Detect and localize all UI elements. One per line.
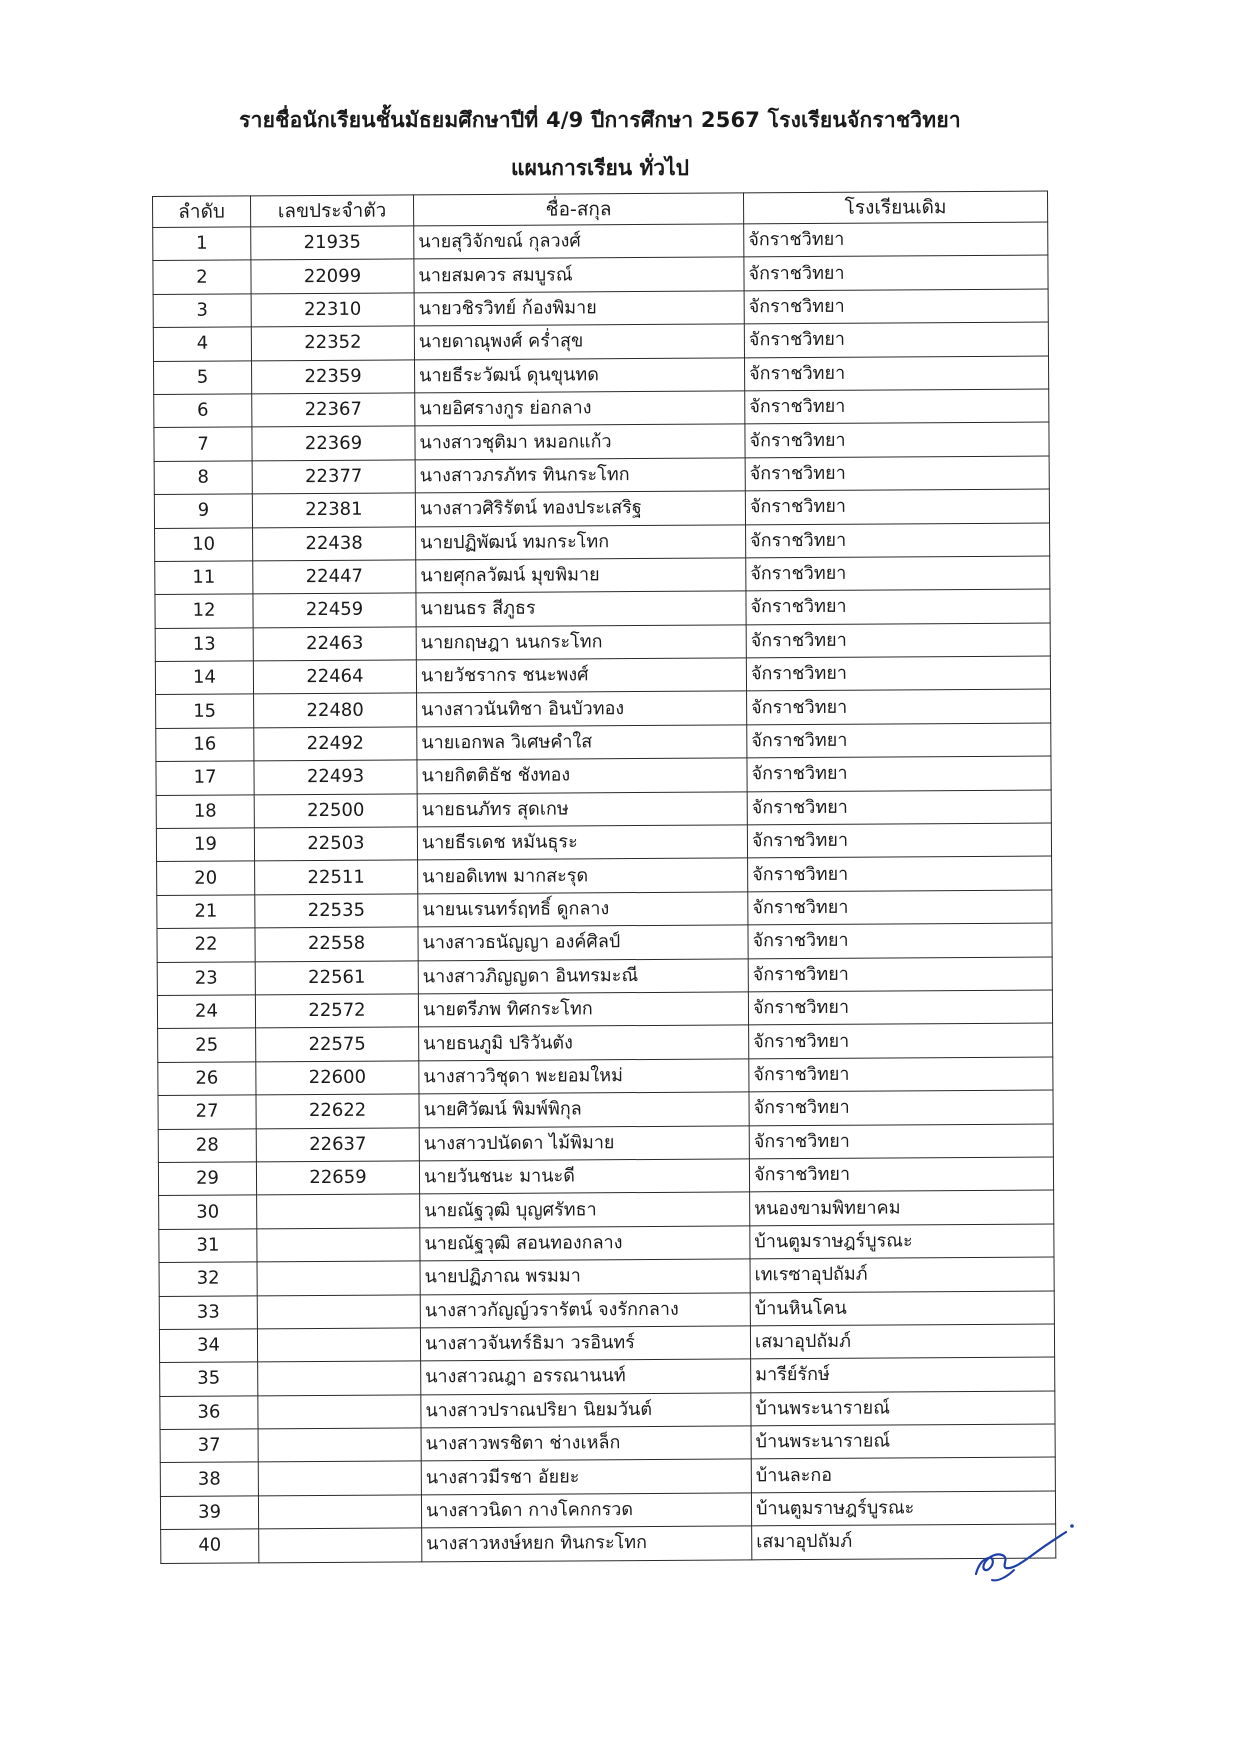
student-name-cell: นายศุกลวัฒน์ มุขพิมาย [416,558,746,593]
student-id-cell: 22463 [253,627,416,661]
previous-school-cell: จักราชวิทยา [745,389,1049,424]
row-number-cell: 35 [160,1362,258,1396]
student-name-cell: นายวชิรวิทย์ ก้องพิมาย [414,291,744,326]
student-id-cell: 22367 [252,393,415,427]
row-number-cell: 7 [154,427,252,461]
page-subtitle: แผนการเรียน ทั่วไป [511,156,689,180]
student-id-cell: 22659 [256,1161,419,1195]
student-name-cell: นายธีระวัฒน์ ดุนขุนทด [415,357,745,392]
row-number-cell: 40 [161,1529,259,1563]
row-number-cell: 8 [154,461,252,495]
previous-school-cell: เสมาอุปถัมภ์ [752,1524,1056,1559]
row-number-cell: 25 [158,1028,256,1062]
student-id-cell [257,1328,420,1362]
previous-school-cell: จักราชวิทยา [747,790,1051,825]
row-number-cell: 4 [153,327,251,361]
student-id-cell: 22637 [256,1127,419,1161]
student-name-cell: นางสาวภรภัทร ทินกระโทก [415,458,745,493]
previous-school-cell: จักราชวิทยา [747,823,1051,858]
signature-dot [1070,1524,1074,1528]
student-name-cell: นางสาวภิญญดา อินทรมะณี [418,958,748,993]
row-number-cell: 20 [157,861,255,895]
page-title: รายชื่อนักเรียนชั้นมัธยมศึกษาปีที่ 4/9 ปีการศึกษา 2567 โรงเรียนจักราชวิทยา [239,108,961,132]
previous-school-cell: จักราชวิทยา [748,990,1052,1025]
table-row [156,756,1051,795]
previous-school-cell: จักราชวิทยา [744,222,1048,257]
row-number-cell: 13 [155,628,253,662]
student-id-cell: 22377 [252,460,415,494]
row-number-cell: 24 [157,995,255,1029]
previous-school-cell: จักราชวิทยา [744,356,1048,391]
row-number-cell: 27 [158,1095,256,1129]
student-name-cell: นายธนภัทร สุดเกษ [417,792,747,827]
student-name-cell: นางสาวมีรชา อัยยะ [421,1459,751,1494]
student-name-cell: นายปฏิพัฒน์ ทมกระโทก [416,524,746,559]
row-number-cell: 17 [156,761,254,795]
student-name-cell: นางสาวพรชิตา ช่างเหล็ก [421,1426,751,1461]
row-number-cell: 9 [154,494,252,528]
student-id-cell: 22464 [253,660,416,694]
previous-school-cell: จักราชวิทยา [744,322,1048,357]
student-name-cell: นายนเรนทร์ฤทธิ์ ดูกลาง [418,892,748,927]
row-number-cell: 14 [155,661,253,695]
table-row [156,689,1051,728]
previous-school-cell: จักราชวิทยา [747,756,1051,791]
student-name-cell: นายศิวัฒน์ พิมพ์พิกุล [419,1092,749,1127]
row-number-cell: 16 [156,728,254,762]
student-name-cell: นายอดิเทพ มากสะรุด [418,858,748,893]
student-id-cell: 22381 [252,493,415,527]
student-name-cell: นางสาวปนัดดา ไม้พิมาย [419,1125,749,1160]
previous-school-cell: เทเรซาอุปถัมภ์ [750,1257,1054,1292]
previous-school-cell: บ้านตูมราษฎร์บูรณะ [750,1224,1054,1259]
student-id-cell: 22535 [255,894,418,928]
previous-school-cell: จักราชวิทยา [749,1023,1053,1058]
column-header-full-name: ชื่อ-สกุล [413,193,743,226]
row-number-cell: 22 [157,928,255,962]
table-row [159,1257,1054,1296]
table-row [154,389,1049,428]
row-number-cell: 32 [159,1262,257,1296]
student-id-cell: 22492 [254,727,417,761]
previous-school-cell: จักราชวิทยา [746,523,1050,558]
student-name-cell: นายวันชนะ มานะดี [419,1159,749,1194]
row-number-cell: 33 [159,1295,257,1329]
previous-school-cell: จักราชวิทยา [749,1157,1053,1192]
student-id-cell: 22600 [256,1061,419,1095]
student-id-cell [258,1428,421,1462]
table-row [156,823,1051,862]
previous-school-cell: มารีย์รักษ์ [751,1357,1055,1392]
student-id-cell: 22480 [254,693,417,727]
table-row [159,1190,1054,1229]
table-row [160,1457,1055,1496]
student-name-cell: นางสาวกัญญ์วรารัตน์ จงรักกลาง [420,1292,750,1327]
row-number-cell: 36 [160,1396,258,1430]
row-number-cell: 39 [160,1496,258,1530]
table-row [160,1357,1055,1396]
student-name-cell: นางสาวณฎา อรรณานนท์ [421,1359,751,1394]
table-row [156,723,1051,762]
previous-school-cell: จักราชวิทยา [748,957,1052,992]
student-id-cell [258,1361,421,1395]
table-row [159,1224,1054,1263]
table-row [159,1324,1054,1363]
row-number-cell: 21 [157,895,255,929]
student-name-cell: นายณัฐวุฒิ บุญศรัทธา [420,1192,750,1227]
table-row [157,856,1052,895]
row-number-cell: 31 [159,1229,257,1263]
row-number-cell: 29 [158,1162,256,1196]
student-id-cell: 22572 [255,994,418,1028]
previous-school-cell: จักราชวิทยา [746,623,1050,658]
student-id-cell: 22310 [251,293,414,327]
student-name-cell: นางสาวปราณปริยา นิยมวันต์ [421,1393,751,1428]
row-number-cell: 23 [157,961,255,995]
previous-school-cell: บ้านตูมราษฎร์บูรณะ [751,1491,1055,1526]
student-id-cell: 22447 [253,560,416,594]
table-row [159,1291,1054,1330]
previous-school-cell: จักราชวิทยา [745,456,1049,491]
student-name-cell: นายสุวิจักขณ์ กุลวงศ์ [414,224,744,259]
signature-stroke [976,1532,1066,1574]
previous-school-cell: จักราชวิทยา [745,489,1049,524]
signature-mark [968,1516,1078,1586]
row-number-cell: 5 [154,360,252,394]
previous-school-cell: จักราชวิทยา [748,923,1052,958]
student-id-cell: 22511 [255,860,418,894]
student-id-cell [258,1395,421,1429]
student-name-cell: นายสมควร สมบูรณ์ [414,257,744,292]
student-name-cell: นายอิศรางกูร ย่อกลาง [415,391,745,426]
row-number-cell: 28 [158,1128,256,1162]
student-id-cell: 22558 [255,927,418,961]
previous-school-cell: บ้านหินโคน [750,1291,1054,1326]
row-number-cell: 11 [155,561,253,595]
row-number-cell: 15 [156,694,254,728]
previous-school-cell: หนองขามพิทยาคม [750,1190,1054,1225]
student-roster-table [152,191,1056,1564]
student-id-cell [257,1194,420,1228]
table-row [154,456,1049,495]
row-number-cell: 12 [155,594,253,628]
student-id-cell: 22352 [251,326,414,360]
previous-school-cell: จักราชวิทยา [744,289,1048,324]
previous-school-cell: จักราชวิทยา [744,255,1048,290]
student-id-cell: 22369 [252,426,415,460]
student-name-cell: นายธนภูมิ ปริวันตัง [419,1025,749,1060]
table-row [155,623,1050,662]
student-name-cell: นางสาวนันทิชา อินบัวทอง [417,691,747,726]
previous-school-cell: บ้านพระนารายณ์ [751,1391,1055,1426]
student-id-cell: 22099 [251,259,414,293]
table-row [158,1057,1053,1096]
table-row [157,923,1052,962]
table-row [155,556,1050,595]
student-name-cell: นางสาวชุติมา หมอกแก้ว [415,424,745,459]
student-id-cell: 22561 [255,960,418,994]
student-name-cell: นางสาวหงษ์หยก ทินกระโทก [422,1526,752,1561]
table-row [160,1424,1055,1463]
student-name-cell: นายกิตติธัช ชังทอง [417,758,747,793]
table-row [154,489,1049,528]
previous-school-cell: จักราชวิทยา [745,422,1049,457]
table-row [158,1157,1053,1196]
table-row [154,422,1049,461]
row-number-cell: 19 [156,828,254,862]
student-name-cell: นายณัฐวุฒิ สอนทองกลาง [420,1226,750,1261]
table-row [160,1491,1055,1530]
student-name-cell: นายดาณุพงศ์ คร่ำสุข [414,324,744,359]
previous-school-cell: จักราชวิทยา [749,1124,1053,1159]
table-row [155,656,1050,695]
table-row [155,523,1050,562]
student-name-cell: นางสาวศิริรัตน์ ทองประเสริฐ [415,491,745,526]
previous-school-cell: บ้านละกอ [751,1457,1055,1492]
previous-school-cell: จักราชวิทยา [749,1090,1053,1125]
student-id-cell [259,1528,422,1562]
student-id-cell [257,1228,420,1262]
row-number-cell: 26 [158,1062,256,1096]
student-id-cell [257,1261,420,1295]
student-id-cell: 22503 [254,827,417,861]
student-id-cell: 22438 [253,526,416,560]
row-number-cell: 6 [154,394,252,428]
previous-school-cell: จักราชวิทยา [746,556,1050,591]
table-row [155,589,1050,628]
student-id-cell: 22622 [256,1094,419,1128]
table-row [160,1391,1055,1430]
table-row [158,1090,1053,1129]
row-number-cell: 37 [160,1429,258,1463]
student-name-cell: นายตรีภพ ทิศกระโทก [418,992,748,1027]
column-header-student-id: เลขประจำตัว [251,195,414,227]
column-header-number: ลำดับ [153,196,251,228]
table-row [153,322,1048,361]
row-number-cell: 30 [159,1195,257,1229]
previous-school-cell: จักราชวิทยา [749,1057,1053,1092]
previous-school-cell: จักราชวิทยา [746,589,1050,624]
table-row [157,990,1052,1029]
row-number-cell: 2 [153,260,251,294]
table-row [157,890,1052,929]
table-row [157,957,1052,996]
student-id-cell [257,1294,420,1328]
row-number-cell: 3 [153,294,251,328]
student-id-cell: 21935 [251,226,414,260]
row-number-cell: 18 [156,795,254,829]
previous-school-cell: จักราชวิทยา [746,656,1050,691]
table-row [153,222,1048,261]
signature-underline [992,1570,1014,1580]
student-id-cell: 22459 [253,593,416,627]
previous-school-cell: บ้านพระนารายณ์ [751,1424,1055,1459]
student-id-cell: 22500 [254,794,417,828]
row-number-cell: 38 [160,1462,258,1496]
student-name-cell: นางสาวจันทร์ธิมา วรอินทร์ [420,1326,750,1361]
student-id-cell [258,1461,421,1495]
table-body [153,222,1056,1563]
table-row [161,1524,1056,1563]
student-name-cell: นายปฏิภาณ พรมมา [420,1259,750,1294]
previous-school-cell: จักราชวิทยา [747,689,1051,724]
previous-school-cell: จักราชวิทยา [748,890,1052,925]
table-row [154,356,1049,395]
table-row [158,1023,1053,1062]
student-name-cell: นางสาววิชุดา พะยอมใหม่ [419,1059,749,1094]
table-row [158,1124,1053,1163]
row-number-cell: 1 [153,227,251,261]
student-id-cell: 22575 [256,1027,419,1061]
student-name-cell: นายวัชรากร ชนะพงศ์ [416,658,746,693]
table-row [153,289,1048,328]
column-header-previous-school: โรงเรียนเดิม [743,191,1047,224]
student-name-cell: นายกฤษฎา นนกระโทก [416,625,746,660]
student-name-cell: นางสาวนิดา กางโคกกรวด [421,1493,751,1528]
student-name-cell: นายธีรเดช หมันธุระ [417,825,747,860]
row-number-cell: 10 [155,527,253,561]
student-name-cell: นางสาวธนัญญา องค์ศิลป์ [418,925,748,960]
previous-school-cell: จักราชวิทยา [748,856,1052,891]
previous-school-cell: เสมาอุปถัมภ์ [750,1324,1054,1359]
previous-school-cell: จักราชวิทยา [747,723,1051,758]
student-id-cell: 22359 [252,359,415,393]
table-row [156,790,1051,829]
row-number-cell: 34 [159,1329,257,1363]
table-row [153,255,1048,294]
student-name-cell: นายนธร สีภูธร [416,591,746,626]
student-name-cell: นายเอกพล วิเศษคำใส [417,725,747,760]
student-id-cell: 22493 [254,760,417,794]
student-id-cell [258,1495,421,1529]
